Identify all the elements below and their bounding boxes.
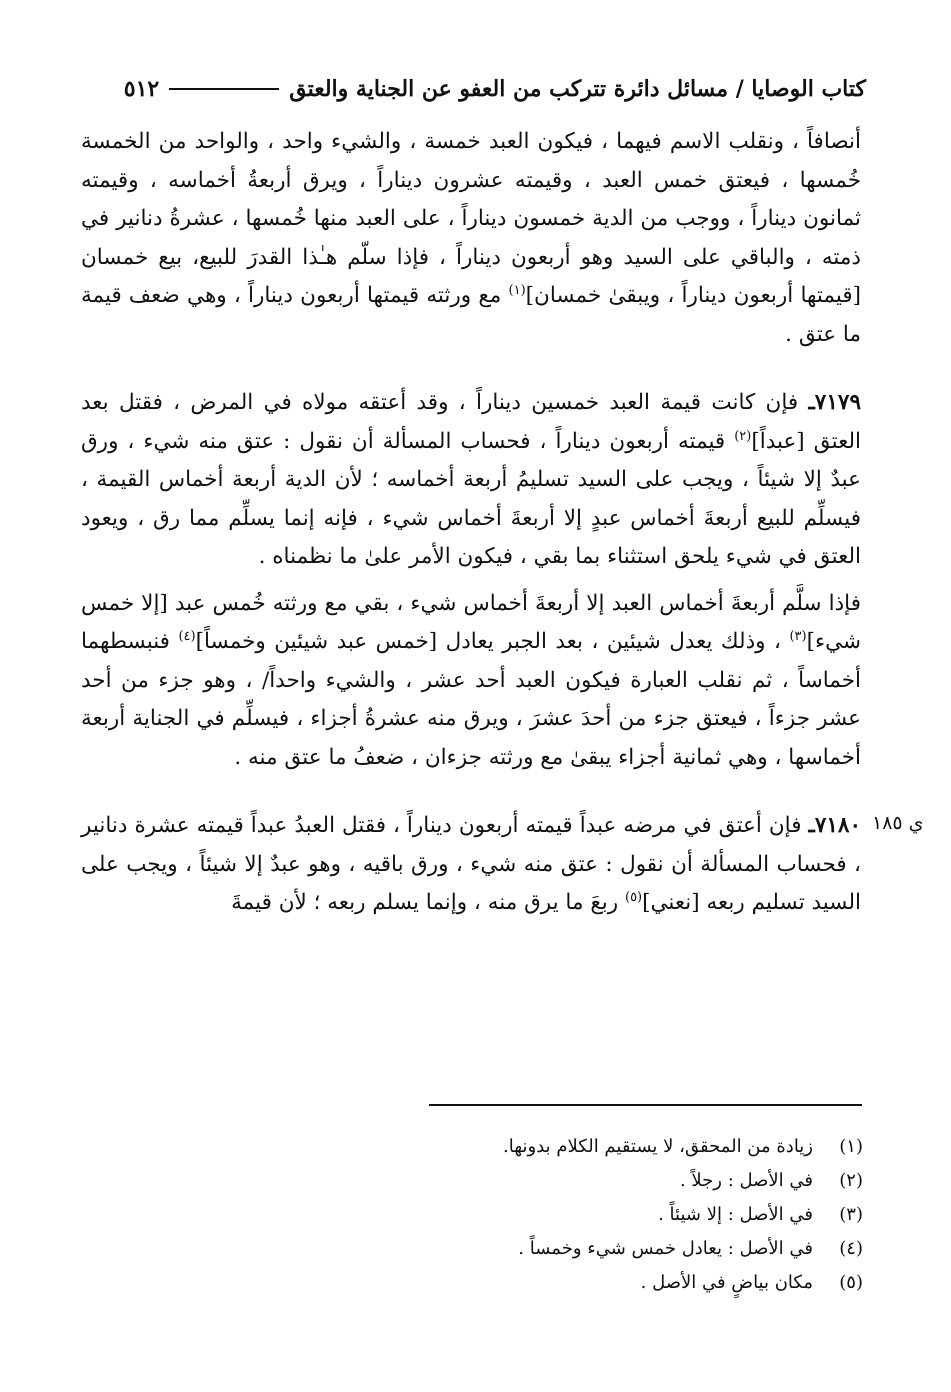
section-number: ٧١٨٠ـ: [808, 813, 862, 838]
footnote-ref: (٢): [734, 428, 752, 444]
footnote-number: (١): [839, 1136, 863, 1157]
page-number: ٥١٢: [123, 76, 160, 102]
footnote-text: في الأصل : رجلاً .: [679, 1170, 813, 1191]
header-title: كتاب الوصايا / مسائل دائرة تتركب من العفو عن الجناية والعتق: [289, 76, 866, 102]
footnote-number: (٤): [839, 1238, 863, 1259]
footnote-number: (٥): [839, 1272, 863, 1293]
footnote: [163, 1164, 863, 1198]
footnote-ref: (٥): [624, 889, 643, 905]
paragraph-7180: ٧١٨٠ـ فإن أعتق في مرضه عبداً قيمته أربعون ديناراً ، فقتل العبدُ عبداً قيمته عشرة دنانير ، فحساب المسألة أن نقول : عتق منه شيء ، ورق باقيه ، وهو عبدٌ إلا شيئاً ، ويجب على السيد تسليم ربعه [نعني]$^{(٥)}$ ربعَ ما يرق منه ، وإنما يسلم ربعه ؛ لأن قيمةَ: [81, 813, 862, 915]
main-text: [81, 123, 861, 923]
footnote-text: زيادة من المحقق، لا يستقيم الكلام بدونها.: [503, 1136, 813, 1157]
margin-note: ي ١٨٥: [872, 812, 924, 834]
footnote-ref: (١): [508, 282, 526, 298]
footnotes: [163, 1130, 863, 1300]
footnote-ref: (٤): [178, 628, 196, 644]
footnote-divider: [429, 1104, 862, 1106]
paragraph-continuation: أنصافاً ، ونقلب الاسم فيهما ، فيكون العبد خمسة ، والشيء واحد ، والواحد من الخمسة خُمسها ، فيعتق خمس العبد ، وقيمته عشرون ديناراً ، ويرق أربعةُ أخماسه ، وقيمته ثمانون ديناراً ، ووجب من الدية خمسون ديناراً ، على العبد منها خُمسها ، عشرةُ دنانير في ذمته ، والباقي على السيد وهو أربعون ديناراً ، فإذا سلّم هـٰذا القدرَ للبيع، بيع خمسان [قيمتها أربعون ديناراً ، ويبقىٰ خمسان]$^{(١)}$ مع ورثته قيمتها أربعون ديناراً ، وهي ضعف قيمة ما عتق .: [81, 129, 861, 347]
footnote: [163, 1232, 863, 1266]
footnote: [163, 1130, 863, 1164]
footnote-text: في الأصل : يعادل خمس شيء وخمساً .: [518, 1238, 813, 1259]
footnote-number: (٢): [839, 1170, 863, 1191]
section-number: ٧١٧٩ـ: [808, 390, 861, 415]
footnote-text: في الأصل : إلا شيئاً .: [658, 1204, 813, 1225]
paragraph-7179: ٧١٧٩ـ فإن كانت قيمة العبد خمسين ديناراً ، وقد أعتقه مولاه في المرض ، فقتل بعد العتق [عبداً]$^{(٢)}$ قيمته أربعون ديناراً ، فحساب المسألة أن نقول : عتق منه شيء ، ورق عبدٌ إلا شيئاً ، ويجب على السيد تسليمُ أربعة أخماسه ؛ لأن الدية أربعة أخماس القيمة ، فيسلِّم للبيع أربعةَ أخماس عبدٍ إلا أربعةَ أخماس شيء ، فإنه إنما يسلِّم مما رق ، ويعود العتق في شيء يلحق استثناء بما بقي ، فيكون الأمر علىٰ ما نظمناه .: [81, 390, 861, 569]
running-header: [86, 74, 866, 104]
footnote-number: (٣): [839, 1204, 863, 1225]
footnote: [163, 1266, 863, 1300]
footnote-ref: (٣): [789, 628, 807, 644]
header-rule: [169, 88, 279, 90]
paragraph-7179-cont: فإذا سلَّم أربعةَ أخماس العبد إلا أربعةَ أخماس شيء ، بقي مع ورثته خُمس عبد [إلا خمس شيء]$^{(٣)}$ ، وذلك يعدل شيئين ، بعد الجبر يعادل [خمس عبد شيئين وخمساً]$^{(٤)}$ فنبسطهما أخماساً ، ثم نقلب العبارة فيكون العبد أحد عشر ، والشيء واحداً/ ، وهو جزء من أحد عشر جزءاً ، فيعتق جزء من أحدَ عشرَ ، ويرق منه عشرةُ أجزاء ، فيسلِّم في الجناية أربعة أخماسها ، وهي ثمانية أجزاء يبقىٰ مع ورثته جزءان ، ضعفُ ما عتق منه .: [81, 590, 862, 770]
footnote-text: مكان بياضٍ في الأصل .: [640, 1272, 813, 1293]
footnote: [163, 1198, 863, 1232]
